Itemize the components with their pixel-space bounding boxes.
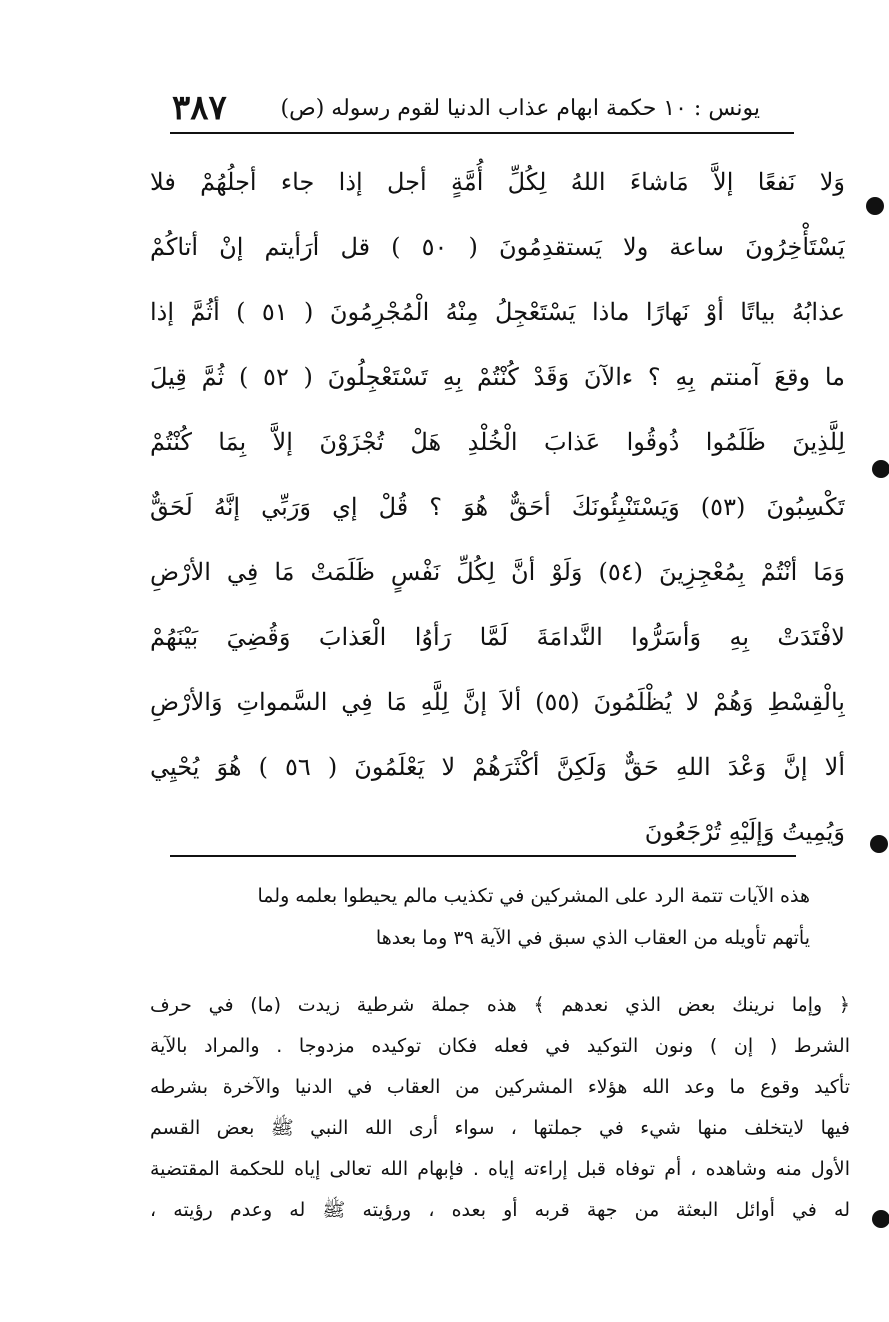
verse-line: ألا إنَّ وَعْدَ اللهِ حَقٌّ وَلَكِنَّ أكْثَرَهُمْ لا يَعْلَمُونَ ( ٥٦ ) هُوَ يُحْيِي xyxy=(150,753,845,781)
commentary-line: تأكيد وقوع ما وعد الله هؤلاء المشركين من العقاب في الدنيا والآخرة بشرطه xyxy=(150,1076,850,1098)
page-number: ٣٨٧ xyxy=(172,88,227,128)
verse-line: لافْتَدَتْ بِهِ وَأسَرُّوا النَّدامَةَ لَمَّا رَأوُا الْعَذابَ وَقُضِيَ بَيْنَهُمْ xyxy=(150,623,845,651)
verse-line: وَمَا أنْتُمْ بِمُعْجِزِينَ (٥٤) وَلَوْ أنَّ لِكُلِّ نَفْسٍ ظَلَمَتْ مَا فِي الأرْضِ xyxy=(150,558,845,586)
verse-line: يَسْتَأْخِرُونَ ساعة ولا يَستقدِمُونَ ( ٥٠ ) قل أرَأيتم إنْ أتاكُمْ xyxy=(150,233,845,261)
verse-line: وَلا نَفعًا إلاَّ مَاشاءَ اللهُ لِكُلِّ أُمَّةٍ أجل إذا جاء أجلُهُمْ فلا xyxy=(150,168,845,196)
binding-hole-mark xyxy=(872,1210,889,1228)
summary-note xyxy=(150,875,810,959)
verse-line: لِلَّذِينَ ظَلَمُوا ذُوقُوا عَذابَ الْخُلْدِ هَلْ تُجْزَوْنَ إلاَّ بِمَا كُنْتُمْ xyxy=(150,428,845,456)
quran-verses xyxy=(150,150,845,865)
section-divider xyxy=(170,855,796,857)
binding-hole-mark xyxy=(870,835,888,853)
verse-line: وَيُمِيتُ وَإلَيْهِ تُرْجَعُونَ xyxy=(644,818,845,846)
header-rule xyxy=(170,132,794,134)
verse-line: ما وقعَ آمنتم بِهِ ؟ ءالآنَ وَقَدْ كُنْتُمْ بِهِ تَسْتَعْجِلُونَ ( ٥٢ ) ثُمَّ قِيلَ xyxy=(150,363,845,391)
verse-line: عذابُهُ بياتًا أوْ نَهارًا ماذا يَسْتَعْجِلُ مِنْهُ الْمُجْرِمُونَ ( ٥١ ) أثُمَّ إذا xyxy=(150,298,845,326)
header-title: يونس : ١٠ حكمة ابهام عذاب الدنيا لقوم رسوله (ص) xyxy=(280,96,760,121)
verse-line: تَكْسِبُونَ (٥٣) وَيَسْتَنْبِئُونَكَ أحَقٌّ هُوَ ؟ قُلْ إي وَرَبِّي إنَّهُ لَحَقٌّ xyxy=(150,493,845,521)
running-header xyxy=(160,90,760,130)
commentary-line: له في أوائل البعثة من جهة قربه أو بعده ، ورؤيته ﷺ له وعدم رؤيته ، xyxy=(150,1199,850,1221)
verse-line: بِالْقِسْطِ وَهُمْ لا يُظْلَمُونَ (٥٥) ألاَ إنَّ لِلَّهِ مَا فِي السَّمواتِ وَالأرْضِ xyxy=(150,688,845,716)
commentary-line: فيها لايتخلف منها شيء في جملتها ، سواء أرى الله النبي ﷺ بعض القسم xyxy=(150,1117,850,1139)
commentary-text xyxy=(150,985,850,1231)
note-line: هذه الآيات تتمة الرد على المشركين في تكذيب مالم يحيطوا بعلمه ولما xyxy=(257,885,810,907)
binding-hole-mark xyxy=(872,460,889,478)
binding-hole-mark xyxy=(866,197,884,215)
commentary-line: ﴿ وإما نرينك بعض الذي نعدهم ﴾ هذه جملة شرطية زيدت (ما) في حرف xyxy=(150,994,850,1016)
note-line: يأتهم تأويله من العقاب الذي سبق في الآية ٣٩ وما بعدها xyxy=(375,927,810,949)
commentary-line: الشرط ( إن ) ونون التوكيد في فعله فكان توكيده مزدوجا . والمراد بالآية xyxy=(150,1035,850,1057)
commentary-line: الأول منه وشاهده ، أم توفاه قبل إراءته إياه . فإبهام الله تعالى إياه للحكمة المقتضية xyxy=(150,1158,850,1180)
